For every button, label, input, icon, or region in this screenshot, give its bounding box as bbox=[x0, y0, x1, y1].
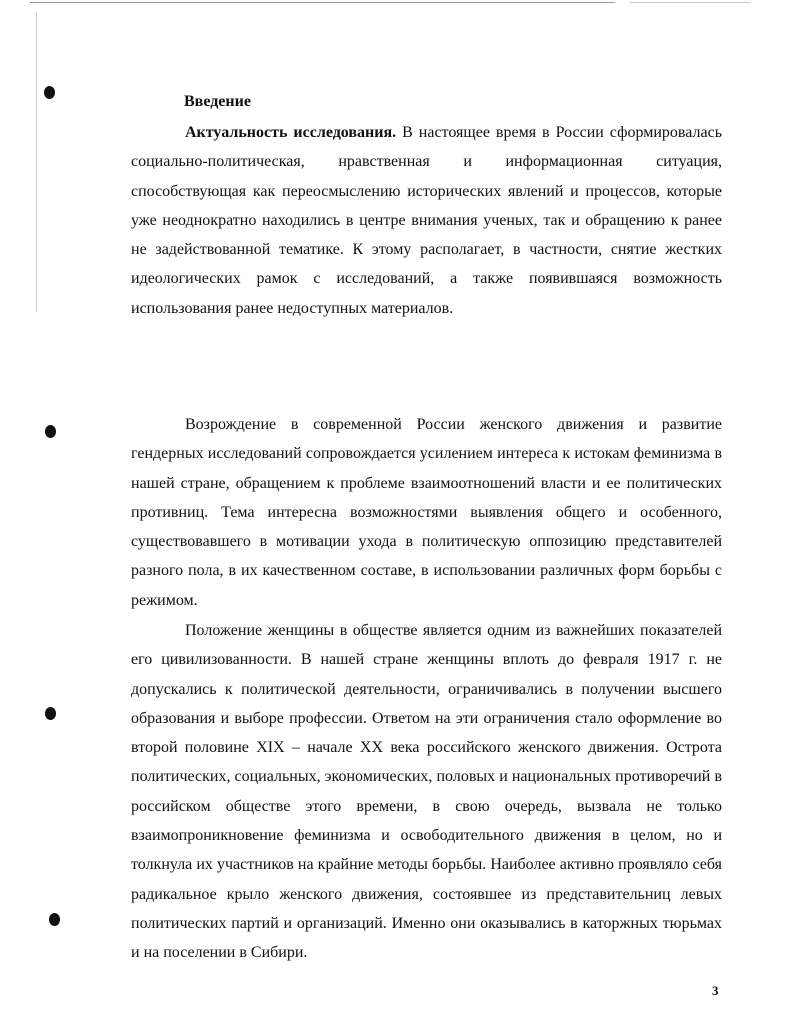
scan-top-edge-faint bbox=[630, 2, 750, 3]
page-number: 3 bbox=[712, 983, 719, 998]
paragraph-text: Возрождение в современной России женского движения и развитие гендерных исследований сопровождается усилением интереса к истокам феминизма в нашей стране, обращением к проблеме взаимоотношений власти и ее политических противниц. Тема интересна возможностями выявления общего и особенного, существовавшего в мотивации ухода в политическую оппозицию представителей разного пола, в их качественном составе, в использовании различных форм борьбы с режимом. bbox=[131, 416, 722, 609]
binder-hole-mark bbox=[49, 913, 60, 926]
paragraph-text: Положение женщины в обществе является одним из важнейших показателей его цивилизованности. В нашей стране женщины вплоть до февраля 1917 г. не допускались к политической деятельности, ограничивались в получении высшего образования и выборе профессии. Ответом на эти ограничения стало оформление во второй половине XIX – начале XX века российского женского движения. Острота политических, социальных, экономических, половых и национальных противоречий в российском обществе этого времени, в свою очередь, вызвала не только взаимопроникновение феминизма и освободительного движения в целом, но и толкнула их участников на крайние методы борьбы. Наиболее активно проявляло себя радикальное крыло женского движения, состоявшее из представительниц левых политических партий и организаций. Именно они оказывались в каторжных тюрьмах и на поселении в Сибири. bbox=[131, 622, 722, 962]
paragraph-text: В настоящее время в России сформировалась социально-политическая, нравственная и информационная ситуация, способствующая как переосмыслению исторических явлений и процессов, которые уже неоднократно находились в центре внимания ученых, так и обращению к ранее не задействованной тематике. К этому располагает, в частности, снятие жестких идеологических рамок с исследований, а также появившаяся возможность использования ранее недоступных материалов. bbox=[131, 124, 722, 317]
scan-top-edge bbox=[30, 2, 615, 3]
binder-hole-mark bbox=[45, 425, 56, 438]
binder-hole-mark bbox=[45, 707, 56, 720]
scan-left-edge bbox=[36, 12, 37, 312]
section-heading: Введение bbox=[184, 93, 251, 110]
paragraph-relevance bbox=[131, 118, 722, 323]
binder-hole-mark bbox=[44, 86, 55, 99]
paragraph-label: Актуальность исследования. bbox=[185, 124, 397, 141]
